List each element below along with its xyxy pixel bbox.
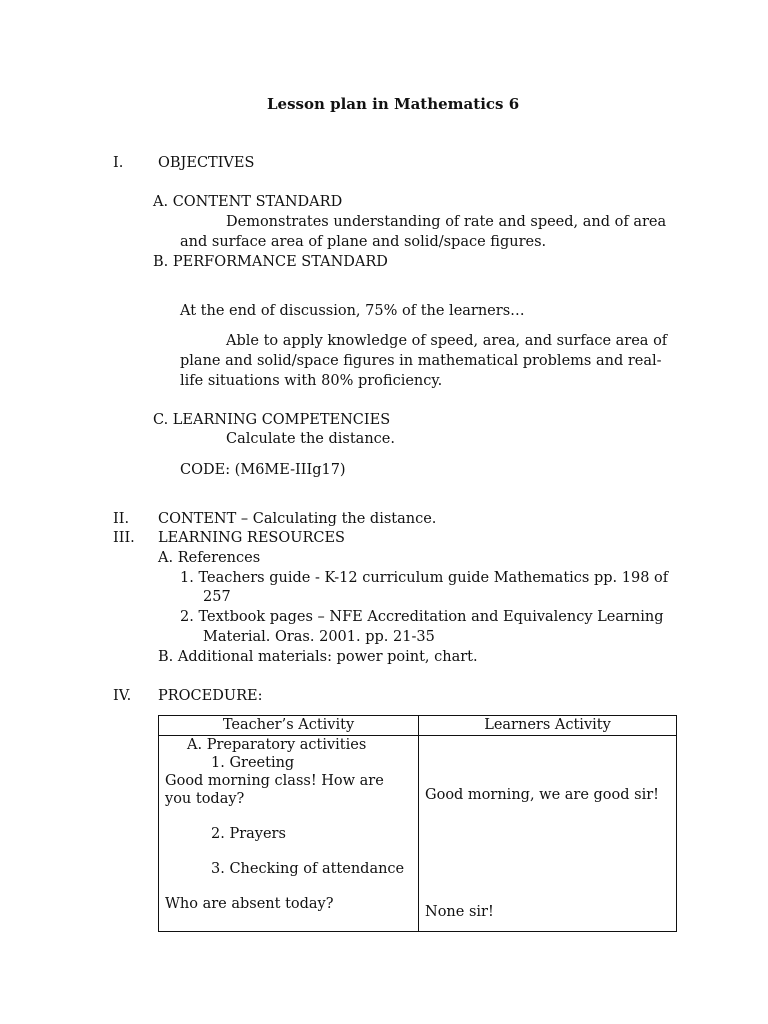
teacher-activity-header: Teacher’s Activity [159,716,419,736]
table-row [159,736,677,932]
learning-competencies-line-1: Calculate the distance. [226,431,395,447]
learning-resources-heading: LEARNING RESOURCES [158,530,345,546]
section-numeral-2: II. [113,511,130,527]
greeting-question-line-2: you today? [165,791,245,807]
section-numeral-4: IV. [113,688,132,704]
performance-standard-intro: At the end of discussion, 75% of the learners… [180,303,525,319]
section-numeral-1: I. [113,155,124,171]
objectives-heading: OBJECTIVES [158,155,255,171]
greeting-question-line-1: Good morning class! How are [165,773,384,789]
reference-1-line-1: 1. Teachers guide - K-12 curriculum guide Mathematics pp. 198 of [180,570,669,586]
performance-standard-line-2: plane and solid/space figures in mathematical problems and real- [180,353,662,369]
performance-standard-line-3: life situations with 80% proficiency. [180,373,443,389]
document-title: Lesson plan in Mathematics 6 [267,95,520,113]
section-numeral-3: III. [113,530,135,546]
performance-standard-line-1: Able to apply knowledge of speed, area, and surface area of [226,333,668,349]
preparatory-activities: A. Preparatory activities [187,737,367,753]
learners-response-1: Good morning, we are good sir! [425,787,659,803]
additional-materials: B. Additional materials: power point, chart. [158,649,478,665]
learning-competencies-label: C. LEARNING COMPETENCIES [153,412,391,428]
references-label: A. References [158,550,261,566]
content-standard-line-1: Demonstrates understanding of rate and speed, and of area [226,214,667,230]
reference-2-line-1: 2. Textbook pages – NFE Accreditation and Equivalency Learning [180,609,664,625]
reference-1-line-2: 257 [203,589,231,605]
learners-activity-header: Learners Activity [419,716,677,736]
attendance-question: Who are absent today? [165,896,334,912]
learners-response-2: None sir! [425,904,494,920]
greeting-item: 1. Greeting [211,755,295,771]
table-header-row [159,716,677,736]
reference-2-line-2: Material. Oras. 2001. pp. 21-35 [203,629,435,645]
teacher-activity-cell [159,736,419,932]
competency-code: CODE: (M6ME-IIIg17) [180,462,346,478]
procedure-table [158,715,677,932]
prayers-item: 2. Prayers [211,826,286,842]
procedure-heading: PROCEDURE: [158,688,263,704]
content-standard-label: A. CONTENT STANDARD [153,194,343,210]
learners-activity-cell [419,736,677,932]
attendance-item: 3. Checking of attendance [211,861,405,877]
content-text: CONTENT – Calculating the distance. [158,511,437,527]
content-standard-line-2: and surface area of plane and solid/space figures. [180,234,547,250]
performance-standard-label: B. PERFORMANCE STANDARD [153,254,388,270]
